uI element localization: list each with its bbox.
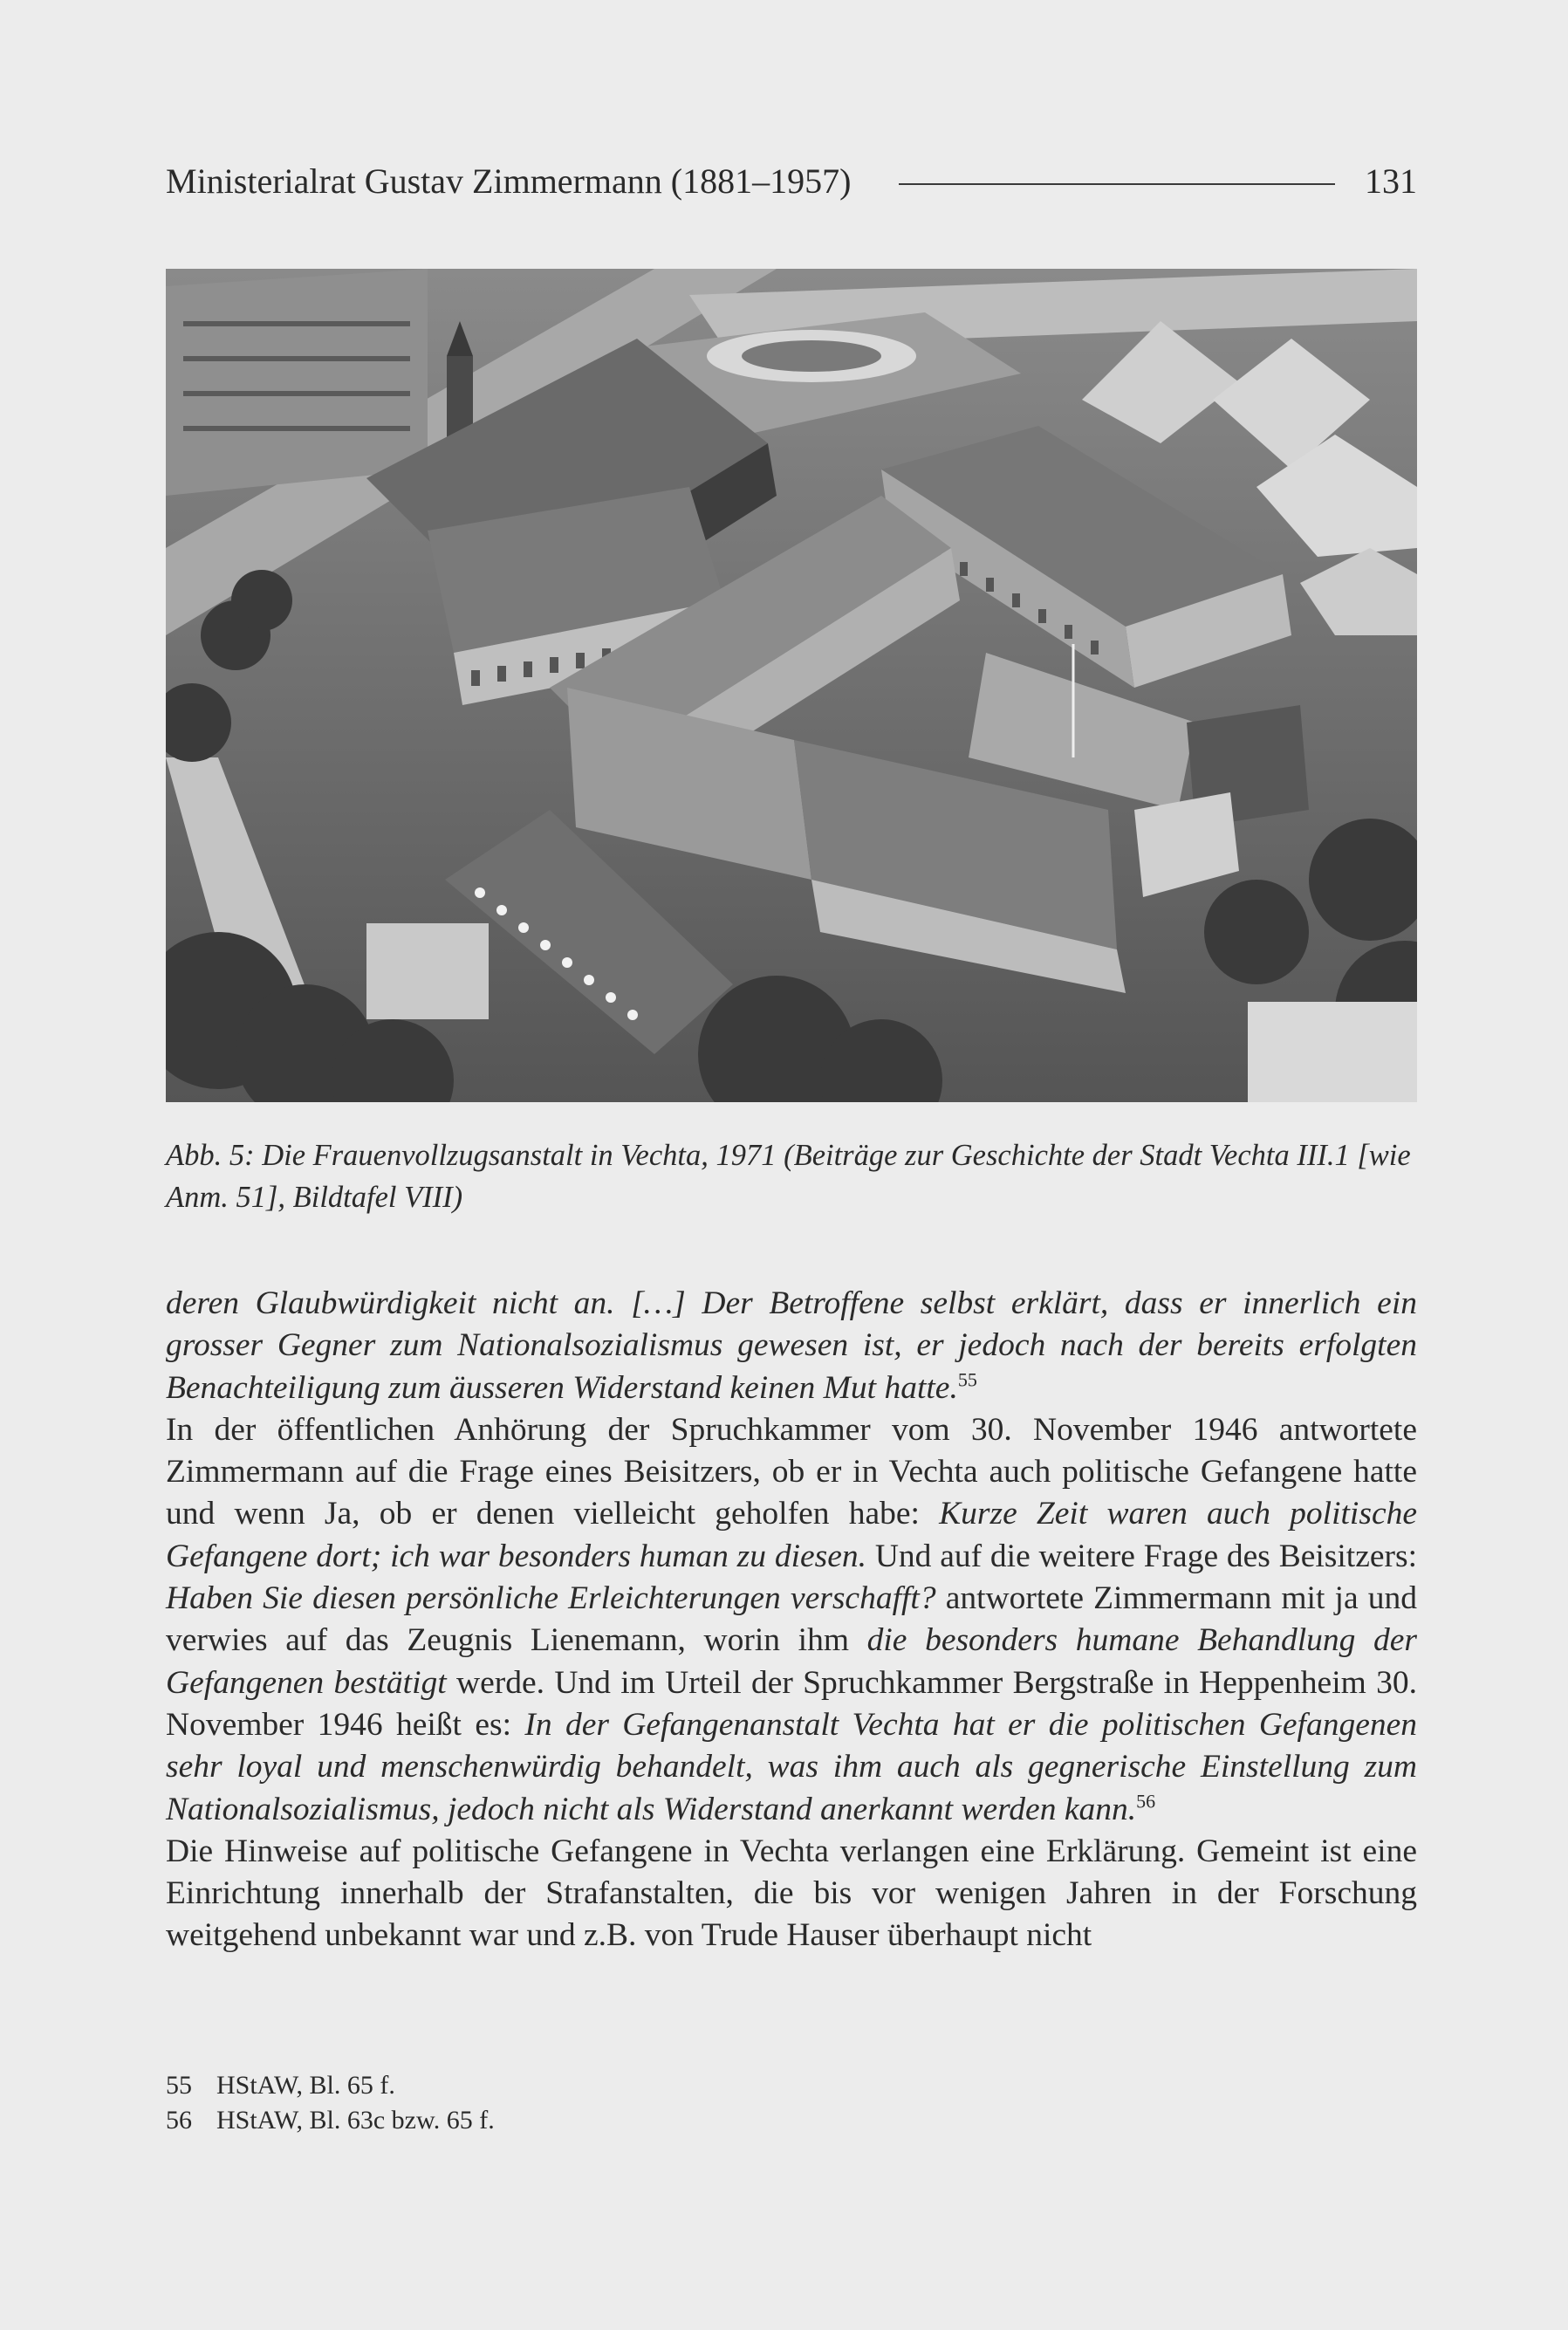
paragraph [166,1283,1417,1409]
quote-text: deren Glaubwürdigkeit nicht an. […] Der Betroffene selbst erklärt, dass er innerlich ein grosser Gegner zum Nationalsozialismus gewesen ist, er jedoch nach der bereits erfolgten Benachteiligung zum äusseren Widerstand keinen Mut hatte. [166,1285,1417,1406]
footnote-ref: 55 [957,1368,977,1391]
footnote-text: HStAW, Bl. 65 f. [216,2071,395,2100]
figure-caption: Abb. 5: Die Frauenvollzugsanstalt in Vechta, 1971 (Beiträge zur Geschichte der Stadt Vechta III.1 [wie Anm. 51], Bildtafel VIII) [166,1139,1411,1214]
footnote-number: 56 [166,2106,192,2135]
quote-text: In der Gefangenanstalt Vechta hat er die politischen Gefangenen sehr loyal und menschenwürdig behandelt, was ihm auch als gegnerische Einstellung zum Nationalsozialismus, jedoch nicht als Widerstand anerkannt werden kann. [166,1706,1418,1827]
text: antwortete Zimmermann mit ja und verwies auf das Zeugnis Lienemann, worin ihm [166,1580,1417,1659]
aerial-photo-prison-complex-icon [166,269,1417,1102]
footnote-ref: 56 [1136,1790,1156,1813]
quote-text: Kurze Zeit waren auch politische Gefangene dort; ich war besonders human zu diesen. [166,1496,1417,1574]
footnote-text: HStAW, Bl. 63c bzw. 65 f. [216,2106,495,2135]
running-title: Ministerialrat Gustav Zimmermann (1881–1957) [166,161,852,201]
footnote [166,2103,1417,2138]
quote-text: die besonders humane Behandlung der Gefangenen bestätigt [166,1622,1417,1701]
body-text [166,1283,1417,1957]
paragraph [166,1409,1417,1831]
footnotes [166,2068,1417,2138]
footnote-number: 55 [166,2071,192,2100]
text: Die Hinweise auf politische Gefangene in Vechta verlangen eine Erklärung. Gemeint ist eine Einrichtung innerhalb der Strafanstalten, die bis vor wenigen Jahren in der Forschung weitgehend unbekannt war und z.B. von Trude Hauser überhaupt nicht [166,1833,1417,1954]
page-number: 131 [1365,161,1417,201]
text: In der öffentlichen Anhörung der Spruchkammer vom 30. November 1946 antwortete Zimmermann auf die Frage eines Beisitzers, ob er in Vechta auch politische Gefangene hatte und wenn Ja, ob er denen vielleicht geholfen habe: [166,1411,1417,1532]
text: werde. Und im Urteil der Spruchkammer Bergstraße in Heppenheim 30. November 1946 heißt es: [166,1664,1417,1743]
running-header [166,155,1417,208]
footnote [166,2068,1417,2103]
header-rule [899,183,1335,185]
text: Und auf die weitere Frage des Beisitzers: [866,1538,1417,1574]
aerial-photo [166,269,1417,1102]
quote-text: Haben Sie diesen persönliche Erleichterungen verschafft? [166,1580,936,1617]
paragraph [166,1831,1417,1957]
